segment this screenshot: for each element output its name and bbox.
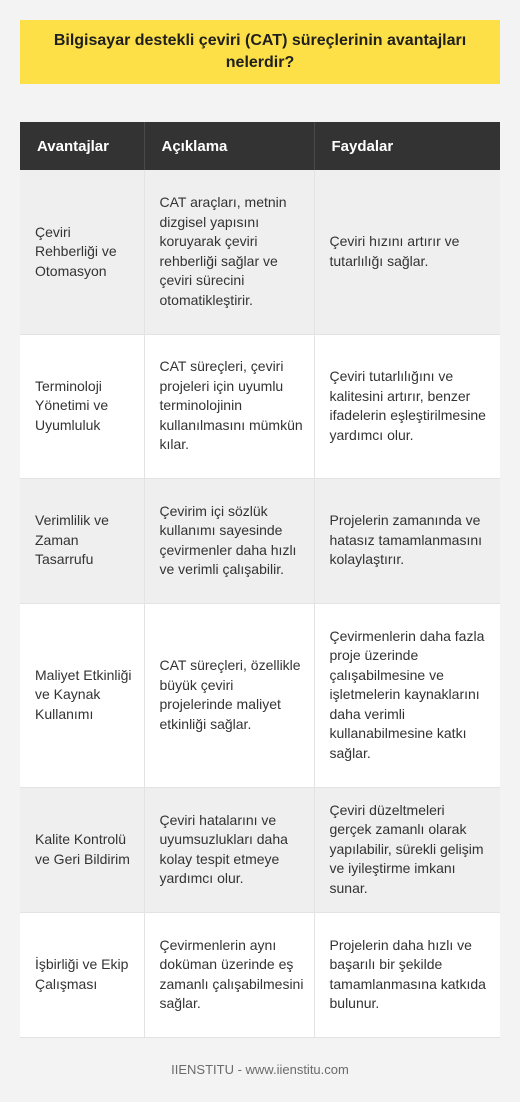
- table-row: [20, 912, 500, 1037]
- footer-credit: IIENSTITU - www.iienstitu.com: [171, 1062, 349, 1077]
- advantage-cell: Maliyet Etkinliği ve Kaynak Kullanımı: [20, 603, 144, 787]
- benefit-cell: Çeviri hızını artırır ve tutarlılığı sağlar.: [314, 170, 500, 334]
- table-header-row: [20, 122, 500, 170]
- table-row: [20, 334, 500, 478]
- description-cell: CAT araçları, metnin dizgisel yapısını koruyarak çeviri rehberliği sağlar ve çeviri sürecini otomatikleştirir.: [144, 170, 314, 334]
- advantage-cell: İşbirliği ve Ekip Çalışması: [20, 912, 144, 1037]
- table-row: [20, 170, 500, 334]
- advantage-cell: Çeviri Rehberliği ve Otomasyon: [20, 170, 144, 334]
- column-header-advantages: Avantajlar: [20, 122, 144, 170]
- table-row: [20, 603, 500, 787]
- benefit-cell: Çevirmenlerin daha fazla proje üzerinde çalışabilmesine ve işletmelerin kaynaklarını daha verimli kullanabilmesine katkı sağlar.: [314, 603, 500, 787]
- table-row: [20, 478, 500, 603]
- title-banner: [20, 20, 500, 84]
- benefit-cell: Projelerin zamanında ve hatasız tamamlanmasını kolaylaştırır.: [314, 478, 500, 603]
- benefit-cell: Çeviri tutarlılığını ve kalitesini artırır, benzer ifadelerin eşleştirilmesine yardımcı olur.: [314, 334, 500, 478]
- benefit-cell: Çeviri düzeltmeleri gerçek zamanlı olarak yapılabilir, sürekli gelişim ve iyileştirme imkanı sunar.: [314, 787, 500, 912]
- page-title: Bilgisayar destekli çeviri (CAT) süreçlerinin avantajları nelerdir?: [53, 32, 467, 71]
- column-header-description: Açıklama: [144, 122, 314, 170]
- advantages-table: [20, 122, 500, 1038]
- advantage-cell: Kalite Kontrolü ve Geri Bildirim: [20, 787, 144, 912]
- advantage-cell: Verimlilik ve Zaman Tasarrufu: [20, 478, 144, 603]
- description-cell: CAT süreçleri, özellikle büyük çeviri projelerinde maliyet etkinliği sağlar.: [144, 603, 314, 787]
- table-row: [20, 787, 500, 912]
- description-cell: Çevirim içi sözlük kullanımı sayesinde çevirmenler daha hızlı ve verimli çalışabilir.: [144, 478, 314, 603]
- advantage-cell: Terminoloji Yönetimi ve Uyumluluk: [20, 334, 144, 478]
- description-cell: Çeviri hatalarını ve uyumsuzlukları daha kolay tespit etmeye yardımcı olur.: [144, 787, 314, 912]
- column-header-benefits: Faydalar: [314, 122, 500, 170]
- description-cell: Çevirmenlerin aynı doküman üzerinde eş zamanlı çalışabilmesini sağlar.: [144, 912, 314, 1037]
- description-cell: CAT süreçleri, çeviri projeleri için uyumlu terminolojinin kullanılmasını mümkün kılar.: [144, 334, 314, 478]
- benefit-cell: Projelerin daha hızlı ve başarılı bir şekilde tamamlanmasına katkıda bulunur.: [314, 912, 500, 1037]
